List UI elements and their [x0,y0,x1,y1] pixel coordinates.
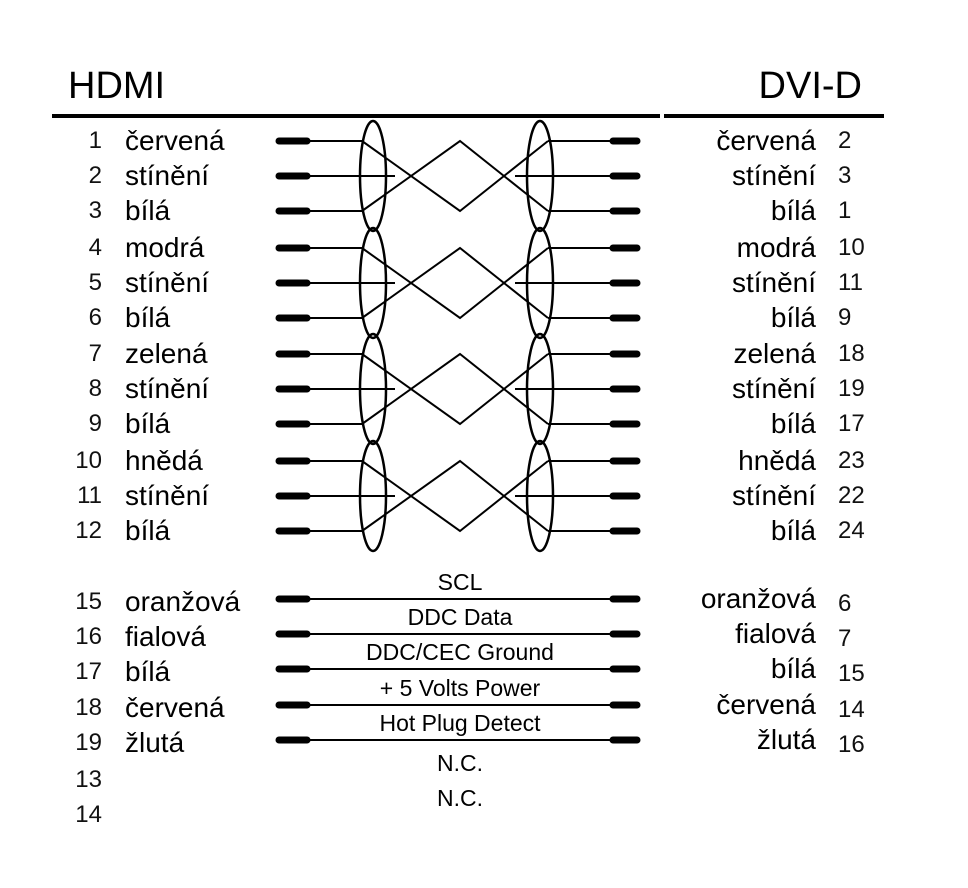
dvi-wire-color: stínění [731,160,816,191]
not-connected-label: N.C. [437,750,483,776]
dvi-wire-color: stínění [731,267,816,298]
hdmi-header: HDMI [68,65,166,107]
hdmi-pin-number: 18 [75,694,102,721]
dvi-wire-color: modrá [736,232,816,263]
hdmi-wire-color: bílá [125,656,171,687]
dvi-wire-color: bílá [770,515,816,546]
hdmi-pin-number: 13 [75,766,102,793]
hdmi-wire-color: bílá [125,515,171,546]
dvi-wire-color: oranžová [700,583,816,614]
hdmi-wire-color: červená [125,125,225,156]
hdmi-pin-number: 2 [88,162,102,189]
dvi-wire-color: hnědá [738,445,816,476]
hdmi-pin-number: 15 [75,588,102,615]
dvi-pin-number: 10 [838,234,865,261]
signal-name: Hot Plug Detect [379,710,541,736]
dvi-wire-color: bílá [770,195,816,226]
hdmi-wire-color: fialová [125,621,206,652]
dvi-wire-color: bílá [770,653,816,684]
dvi-pin-number: 11 [838,269,863,296]
dvi-pin-number: 3 [838,162,852,189]
hdmi-pin-number: 17 [75,658,102,685]
dvi-pin-number: 16 [838,731,865,758]
hdmi-wire-color: žlutá [125,727,185,758]
dvi-pin-number: 1 [838,197,852,224]
dvi-wire-color: fialová [735,618,816,649]
dvi-pin-number: 14 [838,696,865,723]
dvi-pin-number: 19 [838,375,865,402]
signal-name: DDC/CEC Ground [366,639,554,665]
hdmi-wire-color: bílá [125,302,171,333]
hdmi-wire-color: stínění [125,480,210,511]
dvi-pin-number: 18 [838,340,865,367]
dvi-wire-color: zelená [733,338,816,369]
signal-name: DDC Data [407,604,513,630]
hdmi-wire-color: stínění [125,267,210,298]
hdmi-wire-color: stínění [125,160,210,191]
dvi-wire-color: bílá [770,408,816,439]
hdmi-pin-number: 1 [88,127,102,154]
hdmi-pin-number: 9 [88,410,102,437]
hdmi-wire-color: oranžová [125,586,241,617]
hdmi-pin-number: 8 [88,375,102,402]
hdmi-pin-number: 3 [88,197,102,224]
hdmi-wire-color: bílá [125,408,171,439]
dvi-wire-color: stínění [731,480,816,511]
hdmi-pin-number: 14 [75,801,102,828]
signal-name: + 5 Volts Power [379,675,541,701]
hdmi-pin-number: 11 [77,482,102,509]
signal-name: SCL [437,569,483,595]
dvi-pin-number: 23 [838,447,865,474]
hdmi-pin-number: 10 [75,447,102,474]
dvi-wire-color: žlutá [756,724,816,755]
dvi-wire-color: stínění [731,373,816,404]
dvi-pin-number: 17 [838,410,865,437]
hdmi-wire-color: zelená [125,338,208,369]
hdmi-wire-color: červená [125,692,225,723]
dvi-d-header: DVI-D [758,65,862,107]
dvi-pin-number: 15 [838,660,865,687]
hdmi-pin-number: 19 [75,729,102,756]
hdmi-wire-color: hnědá [125,445,203,476]
dvi-pin-number: 2 [838,127,852,154]
hdmi-pin-number: 7 [88,340,102,367]
dvi-wire-color: červená [716,125,816,156]
dvi-pin-number: 6 [838,590,852,617]
hdmi-pin-number: 5 [88,269,102,296]
dvi-pin-number: 22 [838,482,865,509]
hdmi-pin-number: 6 [88,304,102,331]
not-connected-label: N.C. [437,785,483,811]
hdmi-pin-number: 4 [88,234,102,261]
hdmi-pin-number: 12 [75,517,102,544]
dvi-pin-number: 24 [838,517,865,544]
hdmi-wire-color: bílá [125,195,171,226]
hdmi-pin-number: 16 [75,623,102,650]
dvi-pin-number: 7 [838,625,852,652]
dvi-wire-color: bílá [770,302,816,333]
dvi-pin-number: 9 [838,304,852,331]
hdmi-wire-color: modrá [125,232,205,263]
dvi-wire-color: červená [716,689,816,720]
hdmi-wire-color: stínění [125,373,210,404]
